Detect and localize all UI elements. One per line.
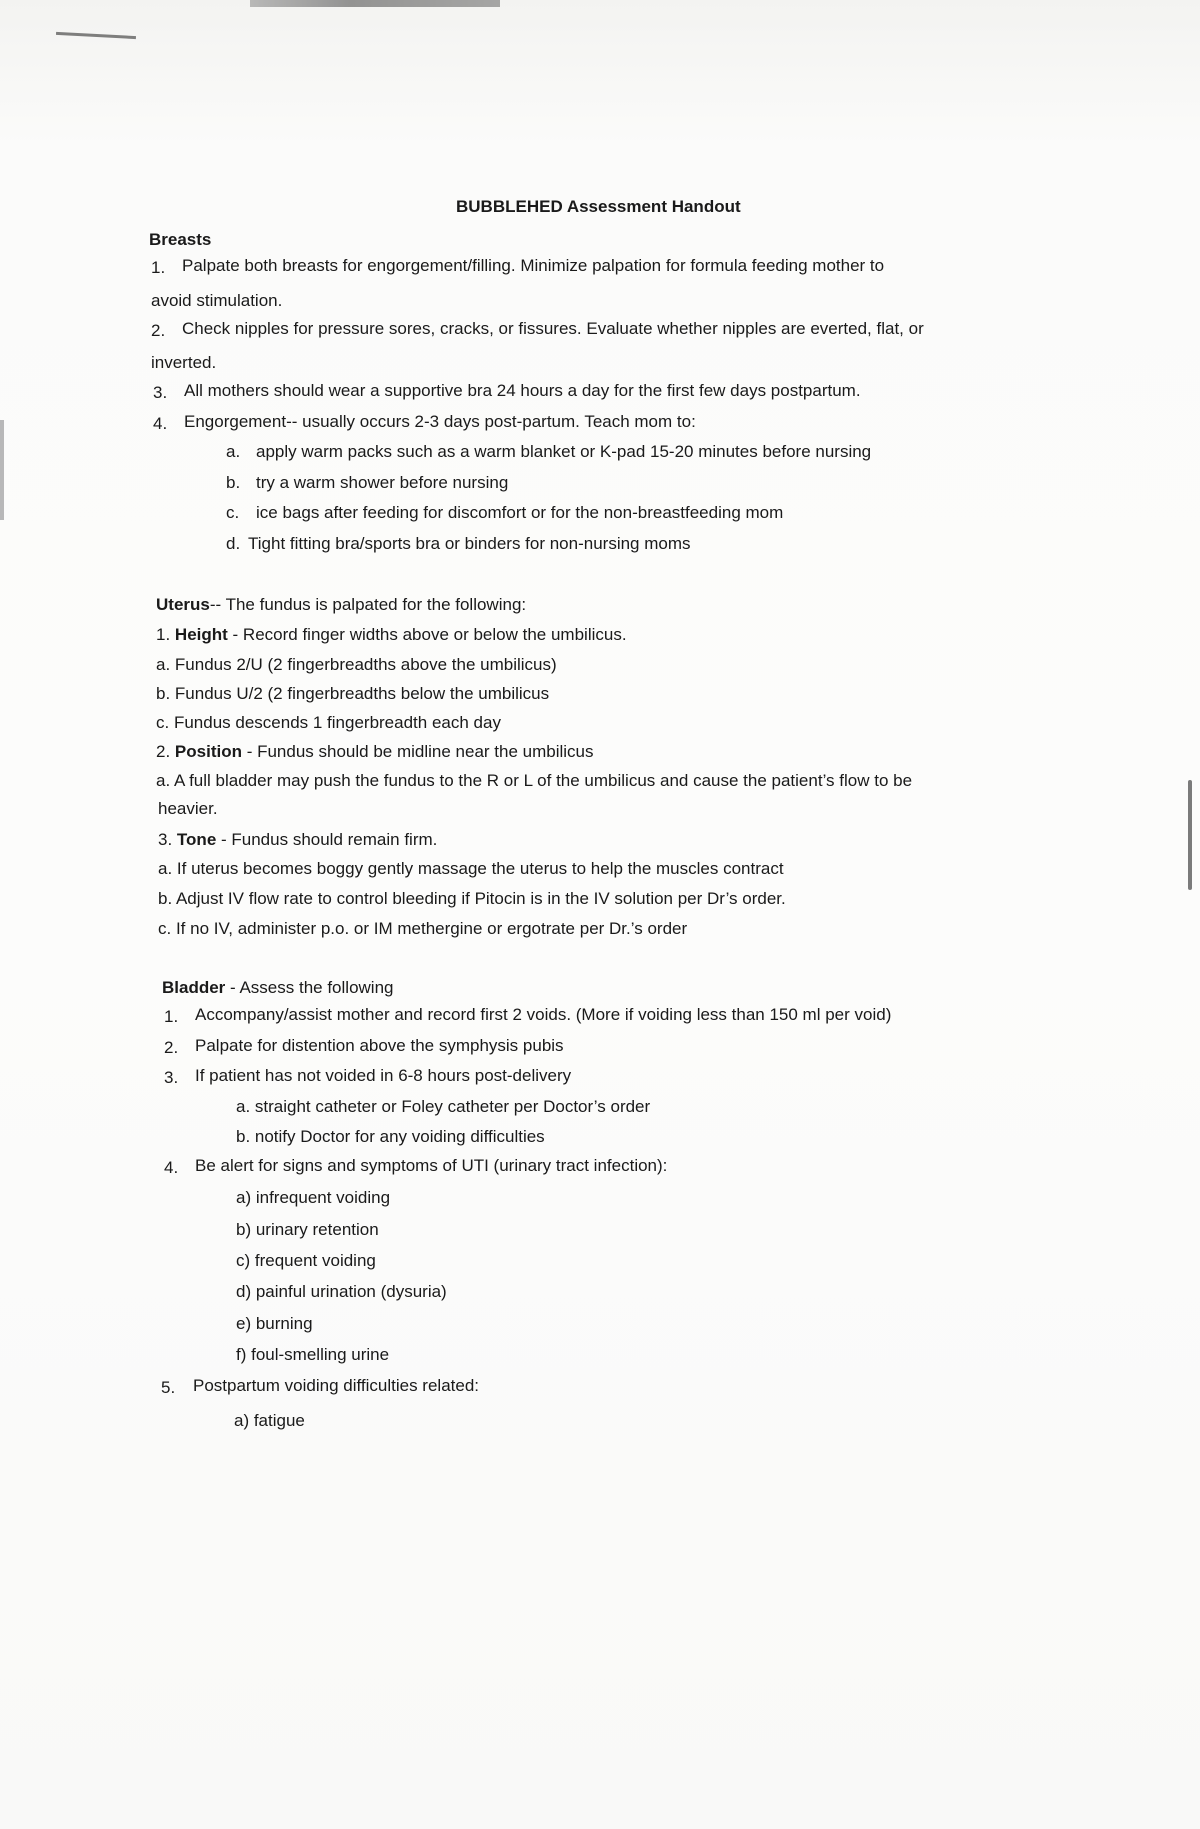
uterus-tone-line	[158, 829, 437, 851]
uterus-position-label: Position	[174, 742, 242, 761]
page-edge-mark-left	[0, 420, 4, 520]
breasts-item-4-num: 4.	[153, 414, 168, 433]
breasts-sub-b-letter: b.	[226, 473, 241, 492]
uterus-position-num: 2.	[156, 742, 171, 761]
bladder-item-3-b: b. notify Doctor for any voiding difficulties	[236, 1127, 545, 1146]
bladder-item-1-num: 1.	[164, 1007, 179, 1026]
uterus-heading: Uterus	[156, 595, 210, 614]
uti-sign-d: d) painful urination (dysuria)	[236, 1282, 447, 1301]
uti-sign-e: e) burning	[236, 1314, 313, 1333]
bladder-intro-line	[162, 977, 394, 999]
bladder-item-5-text: Postpartum voiding difficulties related:	[193, 1376, 480, 1395]
uterus-tone-b: b. Adjust IV flow rate to control bleeding if Pitocin is in the IV solution per Dr’s order.	[158, 889, 786, 908]
breasts-sub-a-letter: a.	[226, 442, 241, 461]
breasts-item-3-num: 3.	[153, 383, 168, 402]
document-title: BUBBLEHED Assessment Handout	[456, 197, 741, 216]
bladder-item-3-a: a. straight catheter or Foley catheter per Doctor’s order	[236, 1097, 651, 1116]
bladder-item-3-num: 3.	[164, 1068, 179, 1087]
bladder-item-5-num: 5.	[161, 1378, 176, 1397]
uterus-intro-line	[156, 594, 526, 616]
uterus-height-b: b. Fundus U/2 (2 fingerbreadths below the umbilicus	[156, 684, 550, 703]
bladder-item-1-text: Accompany/assist mother and record first 2 voids. (More if voiding less than 150 ml per void)	[195, 1005, 892, 1024]
uterus-position-text: - Fundus should be midline near the umbilicus	[241, 742, 594, 761]
breasts-item-2-line1: Check nipples for pressure sores, cracks, or fissures. Evaluate whether nipples are everted, flat, or	[182, 319, 924, 338]
breasts-sub-a-text: apply warm packs such as a warm blanket or K-pad 15-20 minutes before nursing	[256, 442, 872, 461]
breasts-item-3-text: All mothers should wear a supportive bra 24 hours a day for the first few days postpartum.	[184, 381, 861, 400]
uterus-tone-label: Tone	[176, 830, 217, 849]
uterus-height-num: 1.	[156, 625, 171, 644]
uti-sign-f: f) foul-smelling urine	[236, 1345, 390, 1364]
uterus-tone-a: a. If uterus becomes boggy gently massage the uterus to help the muscles contract	[158, 859, 784, 878]
breasts-sub-d-text: Tight fitting bra/sports bra or binders for non-nursing moms	[248, 534, 691, 553]
uterus-tone-text: - Fundus should remain firm.	[216, 830, 438, 849]
uterus-tone-c: c. If no IV, administer p.o. or IM methergine or ergotrate per Dr.’s order	[158, 919, 688, 938]
breasts-sub-d-letter: d.	[226, 534, 241, 553]
uterus-height-label: Height	[174, 625, 228, 644]
breasts-item-2-line2: inverted.	[151, 353, 217, 372]
uterus-height-c: c. Fundus descends 1 fingerbreadth each day	[156, 713, 501, 732]
uterus-height-a: a. Fundus 2/U (2 fingerbreadths above the umbilicus)	[156, 655, 557, 674]
uterus-height-text: - Record finger widths above or below the umbilicus.	[227, 625, 627, 644]
breasts-sub-c-letter: c.	[226, 503, 240, 522]
uti-sign-c: c) frequent voiding	[236, 1251, 376, 1270]
breasts-item-4-text: Engorgement-- usually occurs 2-3 days post-partum. Teach mom to:	[184, 412, 696, 431]
scan-shadow-top	[250, 0, 500, 7]
breasts-item-1-line1: Palpate both breasts for engorgement/filling. Minimize palpation for formula feeding mother to	[182, 256, 885, 275]
breasts-item-2-num: 2.	[151, 321, 166, 340]
uterus-position-a1: a. A full bladder may push the fundus to the R or L of the umbilicus and cause the patient’s flow to be	[156, 771, 913, 790]
breasts-item-1-line2: avoid stimulation.	[151, 291, 283, 310]
bladder-item-4-num: 4.	[164, 1158, 179, 1177]
bladder-item-5-a: a) fatigue	[234, 1411, 305, 1430]
pen-mark	[56, 32, 136, 39]
uterus-tone-num: 3.	[158, 830, 173, 849]
breasts-heading: Breasts	[149, 230, 212, 249]
uterus-position-a2: heavier.	[158, 799, 218, 818]
bladder-item-4-text: Be alert for signs and symptoms of UTI (urinary tract infection):	[195, 1156, 668, 1175]
uterus-position-line	[156, 741, 594, 763]
page-edge-mark	[1188, 780, 1192, 890]
uterus-height-line	[156, 624, 627, 646]
breasts-item-1-num: 1.	[151, 258, 166, 277]
uti-sign-a: a) infrequent voiding	[236, 1188, 391, 1207]
breasts-sub-b-text: try a warm shower before nursing	[256, 473, 509, 492]
bladder-item-3-text: If patient has not voided in 6-8 hours post-delivery	[195, 1066, 572, 1085]
bladder-intro: - Assess the following	[225, 978, 394, 997]
bladder-heading: Bladder	[162, 978, 226, 997]
uterus-intro: -- The fundus is palpated for the following:	[209, 595, 527, 614]
bladder-item-2-text: Palpate for distention above the symphysis pubis	[195, 1036, 564, 1055]
bladder-item-2-num: 2.	[164, 1038, 179, 1057]
breasts-sub-c-text: ice bags after feeding for discomfort or for the non-breastfeeding mom	[256, 503, 784, 522]
uti-sign-b: b) urinary retention	[236, 1220, 379, 1239]
